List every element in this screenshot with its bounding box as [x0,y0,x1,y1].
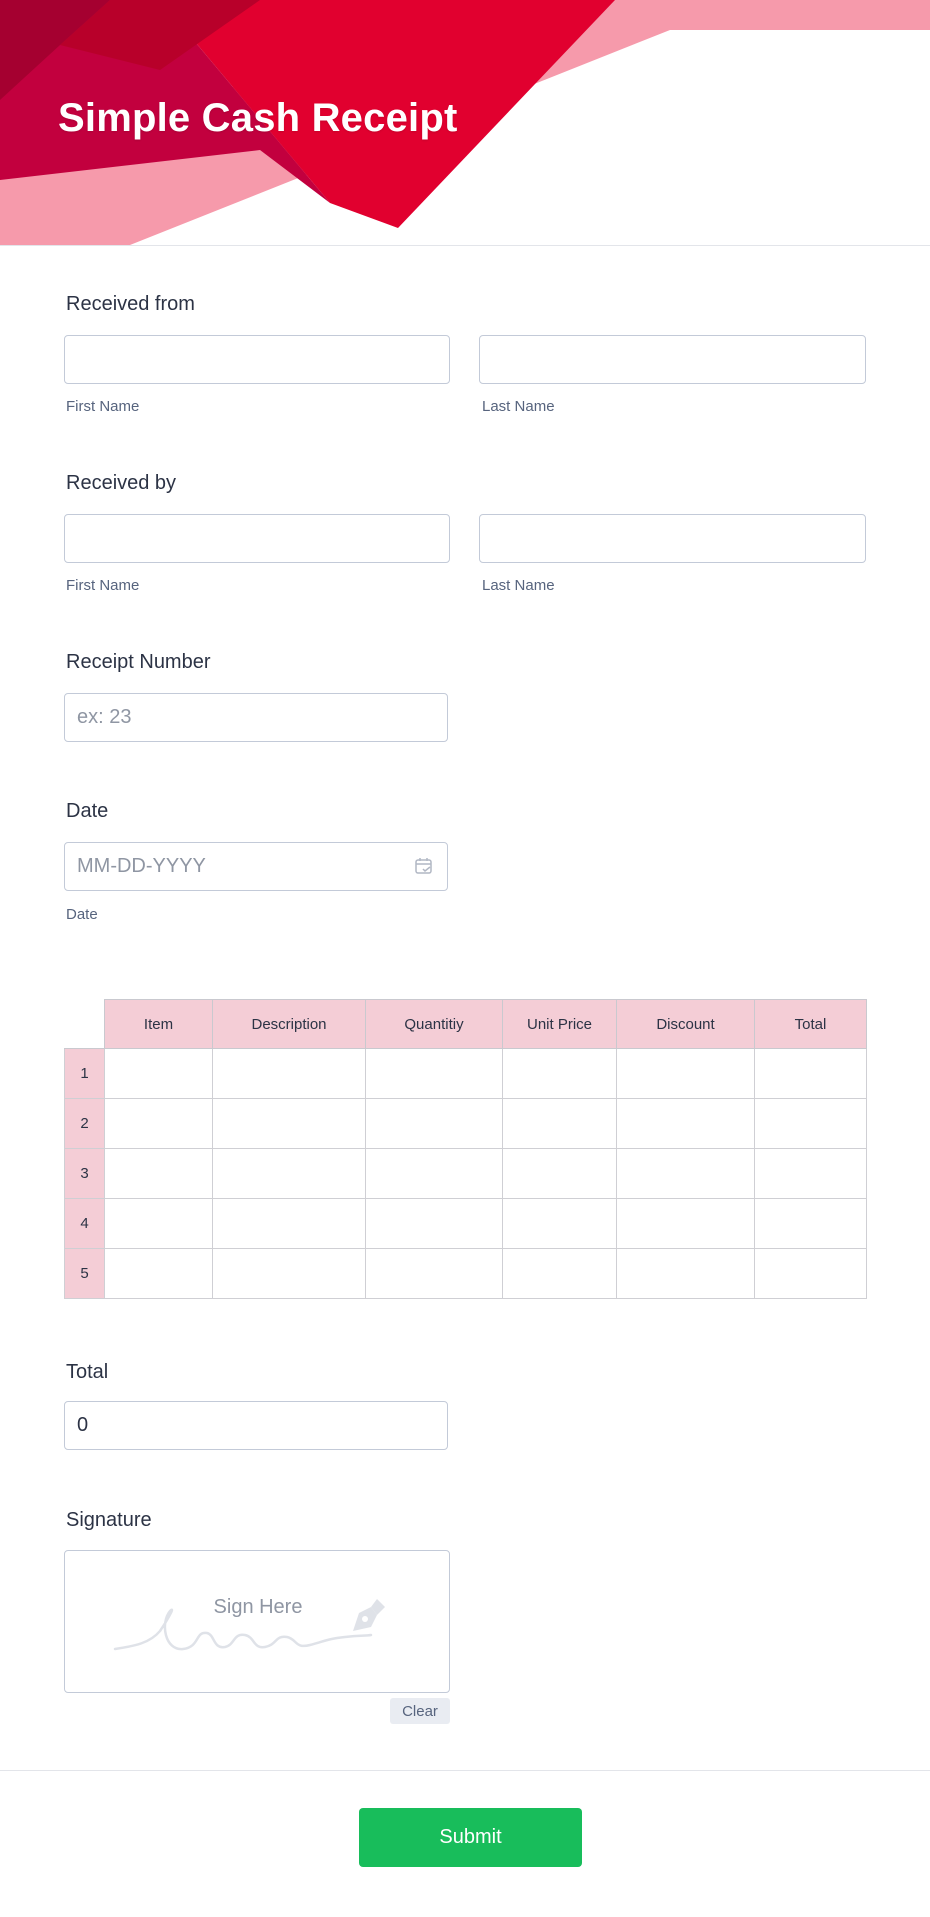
table-cell[interactable] [105,1199,213,1249]
row-number: 5 [65,1249,105,1299]
clear-signature-button[interactable]: Clear [390,1698,450,1724]
table-cell[interactable] [617,1199,755,1249]
cell-input[interactable] [617,1199,754,1248]
table-row [65,1249,867,1299]
cell-input[interactable] [755,1099,866,1148]
table-cell[interactable] [755,1149,867,1199]
table-cell[interactable] [755,1199,867,1249]
form-title: Simple Cash Receipt [58,96,458,140]
receipt-number-label: Receipt Number [66,651,211,673]
table-cell[interactable] [617,1149,755,1199]
form-header [0,0,930,246]
table-cell[interactable] [617,1099,755,1149]
cell-input[interactable] [503,1149,616,1198]
table-cell[interactable] [617,1049,755,1099]
calendar-icon[interactable] [414,856,434,876]
table-cell[interactable] [105,1249,213,1299]
table-cell[interactable] [503,1049,617,1099]
table-cell[interactable] [213,1099,366,1149]
received-by-last-name-sublabel: Last Name [482,577,555,594]
total-input[interactable] [64,1401,448,1450]
received-from-first-name-sublabel: First Name [66,398,140,415]
date-label: Date [66,800,109,822]
row-number: 3 [65,1149,105,1199]
table-row [65,1049,867,1099]
date-input[interactable] [64,842,448,891]
table-cell[interactable] [755,1249,867,1299]
cell-input[interactable] [503,1249,616,1298]
footer-divider [0,1770,930,1771]
cell-input[interactable] [366,1149,502,1198]
sign-here-prompt: Sign Here [213,1596,303,1618]
table-cell[interactable] [213,1249,366,1299]
items-table [64,999,867,1299]
submit-button[interactable]: Submit [359,1808,582,1867]
table-row [65,1149,867,1199]
table-cell[interactable] [366,1049,503,1099]
cell-input[interactable] [366,1049,502,1098]
cell-input[interactable] [105,1249,212,1298]
table-cell[interactable] [213,1199,366,1249]
table-cell[interactable] [503,1249,617,1299]
column-header-unit-price: Unit Price [503,1000,617,1049]
cell-input[interactable] [213,1049,365,1098]
table-cell[interactable] [105,1099,213,1149]
table-cell[interactable] [213,1049,366,1099]
received-by-first-name-sublabel: First Name [66,577,140,594]
column-header-quantity: Quantitiy [366,1000,503,1049]
cell-input[interactable] [105,1149,212,1198]
cell-input[interactable] [503,1099,616,1148]
cell-input[interactable] [755,1149,866,1198]
table-row [65,1099,867,1149]
total-label: Total [66,1361,109,1383]
cell-input[interactable] [366,1099,502,1148]
date-sublabel: Date [66,906,98,923]
table-cell[interactable] [366,1149,503,1199]
received-from-last-name-sublabel: Last Name [482,398,555,415]
received-by-first-name-input[interactable] [64,514,450,563]
received-by-last-name-input[interactable] [479,514,866,563]
cell-input[interactable] [213,1199,365,1248]
signature-squiggle-graphic [65,1551,451,1694]
cell-input[interactable] [366,1199,502,1248]
table-corner-cell [65,1000,105,1049]
cell-input[interactable] [617,1149,754,1198]
table-cell[interactable] [617,1249,755,1299]
cell-input[interactable] [105,1099,212,1148]
table-cell[interactable] [366,1199,503,1249]
column-header-item: Item [105,1000,213,1049]
table-cell[interactable] [503,1099,617,1149]
table-cell[interactable] [366,1249,503,1299]
row-number: 4 [65,1199,105,1249]
cell-input[interactable] [366,1249,502,1298]
table-header-row [65,1000,867,1049]
table-cell[interactable] [755,1049,867,1099]
cell-input[interactable] [617,1249,754,1298]
cell-input[interactable] [755,1249,866,1298]
column-header-description: Description [213,1000,366,1049]
received-from-last-name-input[interactable] [479,335,866,384]
cell-input[interactable] [213,1099,365,1148]
table-cell[interactable] [503,1199,617,1249]
received-from-first-name-input[interactable] [64,335,450,384]
table-cell[interactable] [503,1149,617,1199]
cell-input[interactable] [503,1199,616,1248]
cell-input[interactable] [213,1249,365,1298]
cell-input[interactable] [755,1049,866,1098]
cell-input[interactable] [105,1199,212,1248]
row-number: 1 [65,1049,105,1099]
table-row [65,1199,867,1249]
cell-input[interactable] [503,1049,616,1098]
signature-label: Signature [66,1509,152,1531]
cell-input[interactable] [617,1049,754,1098]
table-cell[interactable] [105,1049,213,1099]
pen-nib-icon [349,1593,389,1635]
cell-input[interactable] [755,1199,866,1248]
table-cell[interactable] [366,1099,503,1149]
received-from-label: Received from [66,293,195,315]
cell-input[interactable] [105,1049,212,1098]
column-header-total: Total [755,1000,867,1049]
signature-pad[interactable] [64,1550,450,1693]
cell-input[interactable] [617,1099,754,1148]
table-cell[interactable] [105,1149,213,1199]
column-header-discount: Discount [617,1000,755,1049]
table-cell[interactable] [213,1149,366,1199]
received-by-label: Received by [66,472,177,494]
receipt-number-input[interactable] [64,693,448,742]
cell-input[interactable] [213,1149,365,1198]
row-number: 2 [65,1099,105,1149]
table-cell[interactable] [755,1099,867,1149]
